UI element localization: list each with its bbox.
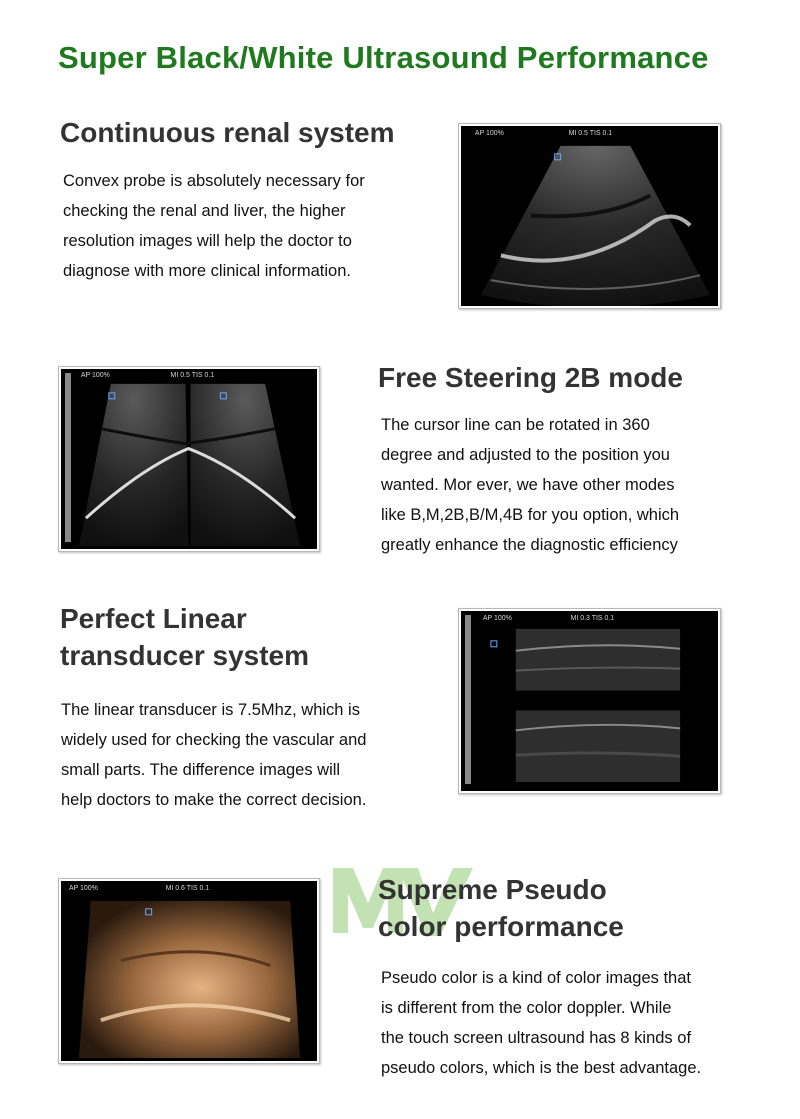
ultrasound-image-pseudo-color [58, 878, 320, 1064]
ultrasound-image-linear [458, 608, 721, 794]
section-title-renal: Continuous renal system [60, 117, 395, 148]
ultrasound-image-convex [458, 123, 721, 309]
section-title-pseudo-line1: Supreme Pseudo [378, 874, 607, 905]
section-title-linear [60, 600, 309, 674]
section-body-linear: The linear transducer is 7.5Mhz, which is widely used for checking the vascular and small parts. The difference images will help doctors to make the correct decision. [61, 701, 367, 809]
scan-label-left: AP 100% [482, 614, 512, 622]
section-title-pseudo [378, 871, 624, 945]
section-body-renal: Convex probe is absolutely necessary for checking the renal and liver, the higher resolution images will help the doctor to diagnose with more clinical information. [63, 172, 365, 280]
scan-label-left: AP 100% [68, 884, 98, 892]
section-body-pseudo: Pseudo color is a kind of color images that is different from the color doppler. While the touch screen ultrasound has 8 kinds of pseudo colors, which is the best advantage. [381, 969, 702, 1077]
page-title: Super Black/White Ultrasound Performance [58, 40, 709, 75]
section-title-linear-line1: Perfect Linear [60, 603, 247, 634]
scan-label-left: AP 100% [80, 371, 110, 379]
scan-label-left: AP 100% [474, 129, 504, 137]
section-body-2b: The cursor line can be rotated in 360 degree and adjusted to the position you wanted. Mor ever, we have other modes like B,M,2B,B/M,4B for you option, which greatly enhance the diagnostic efficiency [381, 416, 680, 554]
section-title-linear-line2: transducer system [60, 640, 310, 671]
section-title-pseudo-line2: color performance [378, 911, 624, 942]
scan-label-right: MI 0.5 TIS 0.1 [170, 371, 215, 379]
scan-label-right: MI 0.3 TIS 0.1 [570, 614, 615, 622]
scan-label-right: MI 0.6 TIS 0.1 [165, 884, 210, 892]
ultrasound-image-2b [58, 366, 320, 552]
scan-label-right: MI 0.5 TIS 0.1 [568, 129, 613, 137]
section-title-2b: Free Steering 2B mode [378, 362, 683, 393]
